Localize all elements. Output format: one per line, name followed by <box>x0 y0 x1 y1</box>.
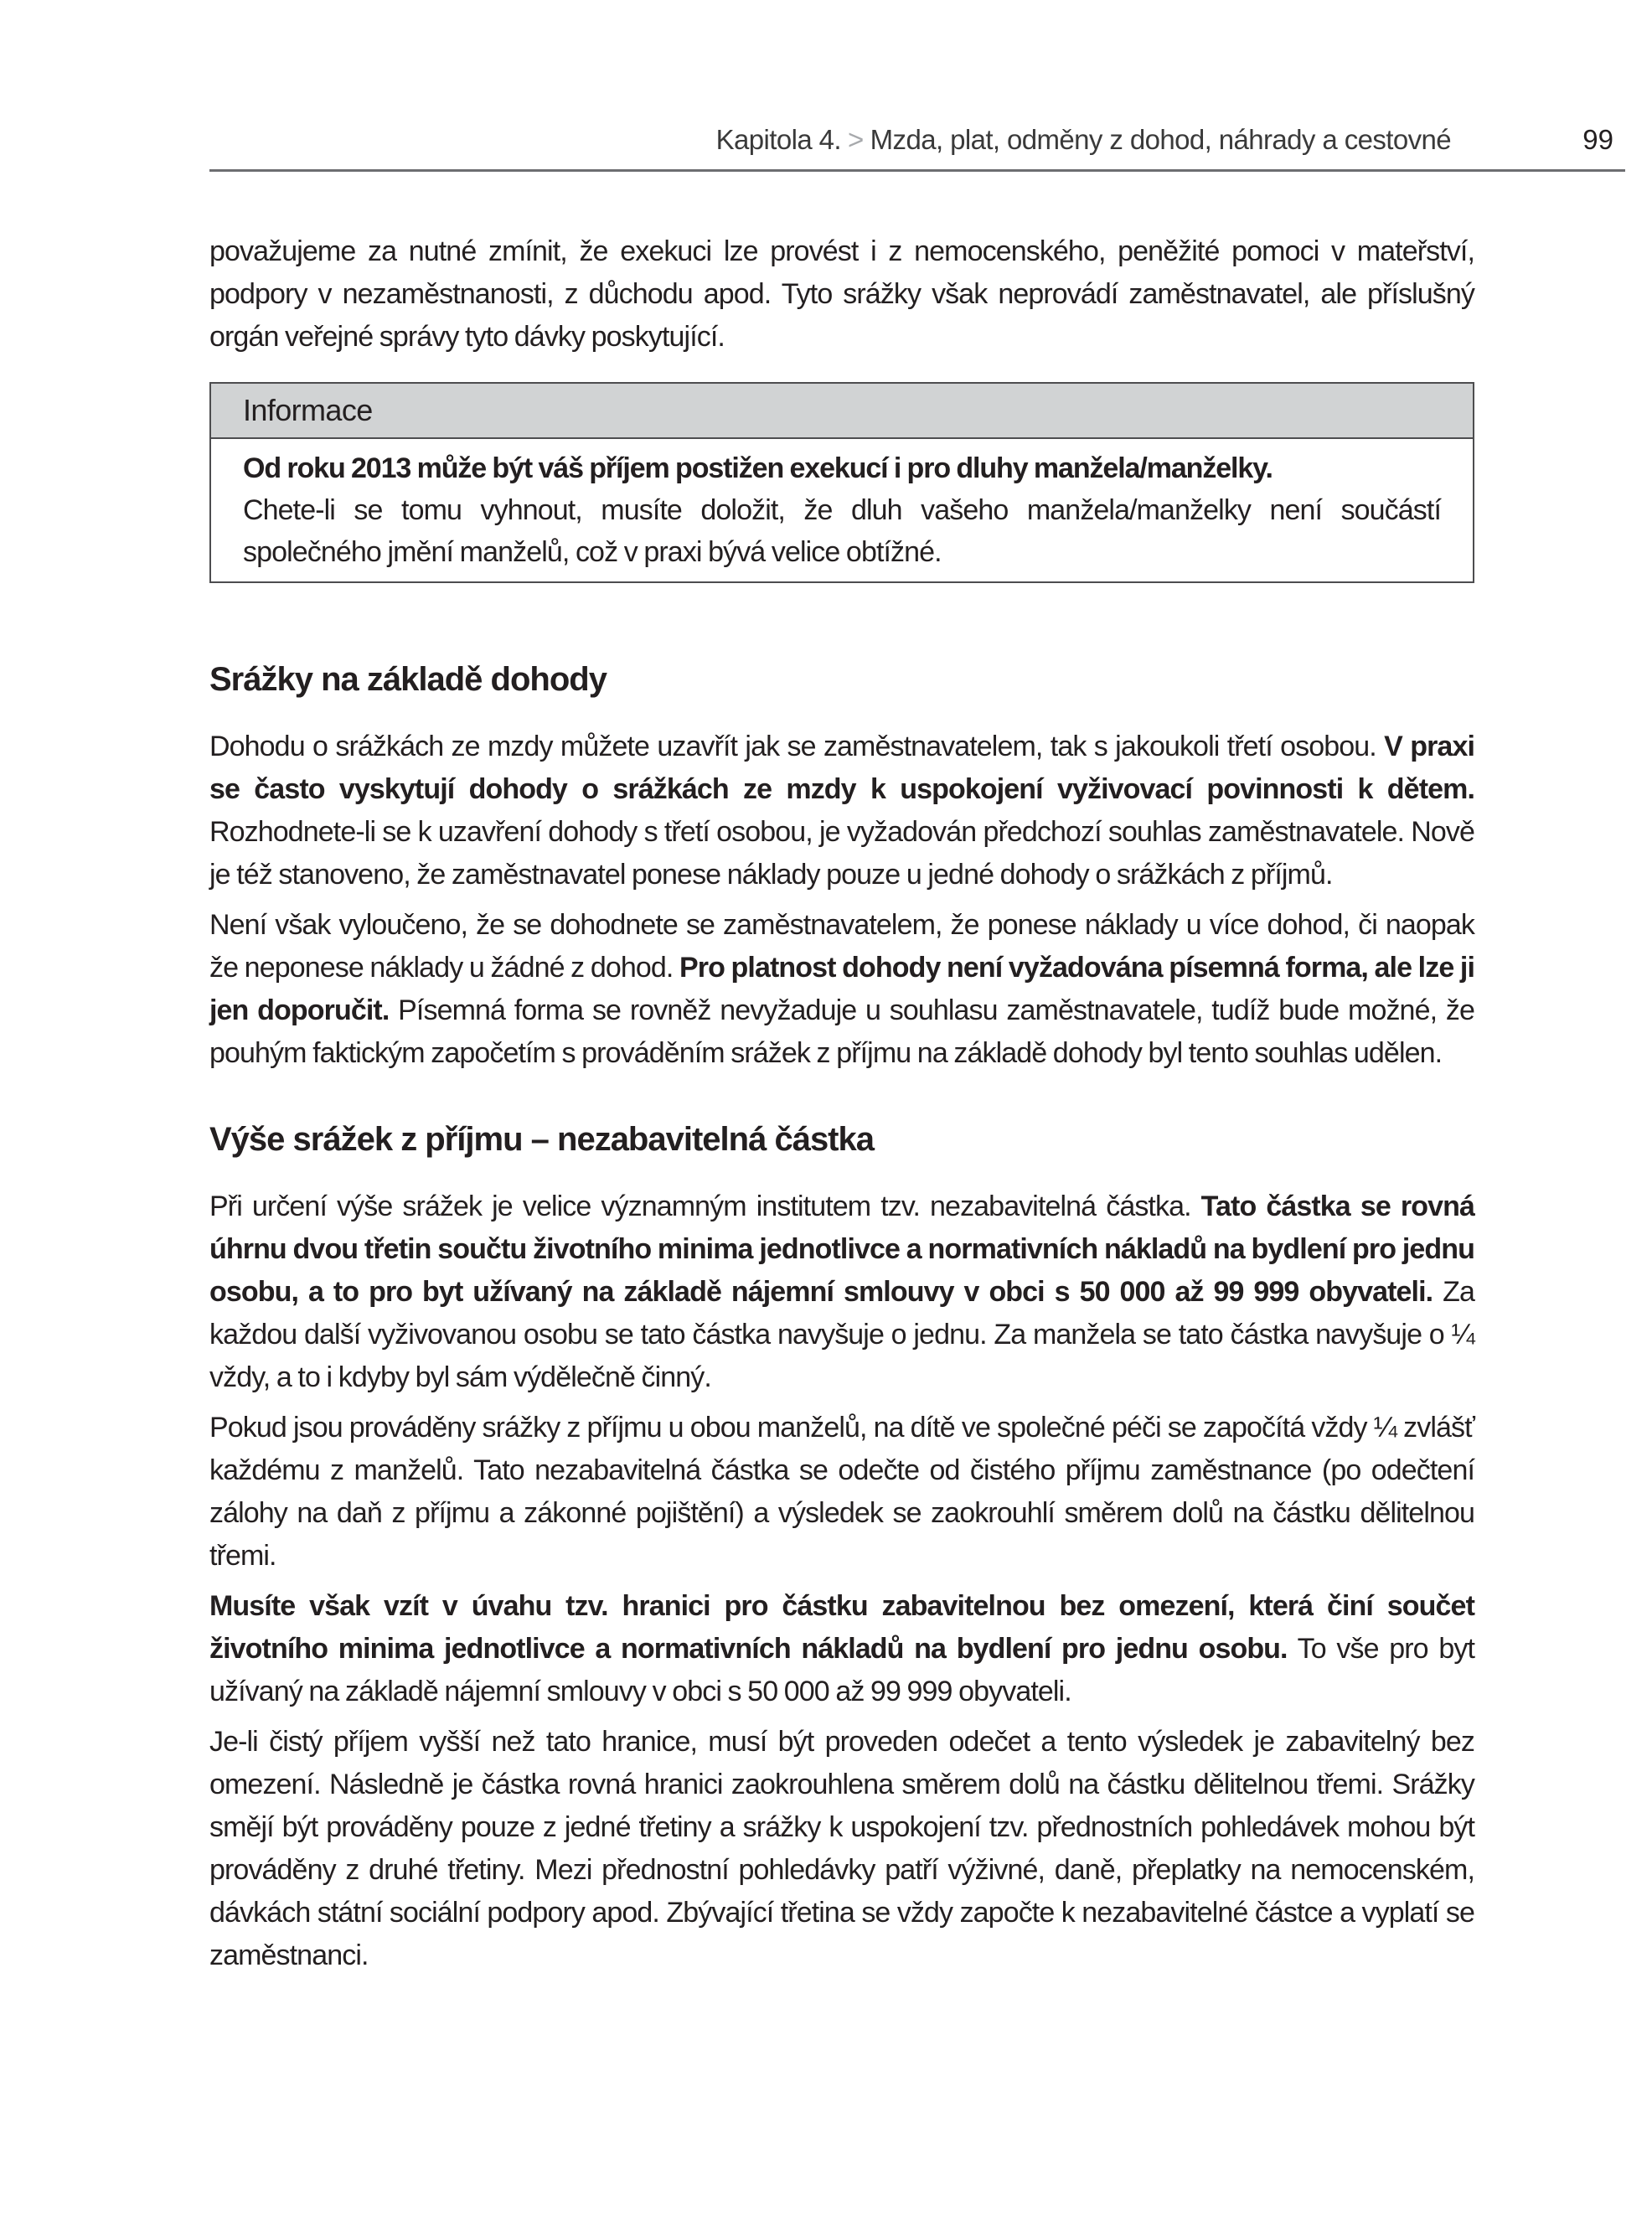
text-run: Při určení výše srážek je velice významným institutem tzv. nezabavitelná částka. <box>209 1190 1201 1222</box>
section-heading-agreement: Srážky na základě dohody <box>209 661 607 698</box>
info-box-body <box>211 439 1473 581</box>
paragraph <box>209 726 1474 896</box>
text-run: Není však vyloučeno, že se dohodnete se zaměstnavatelem, že ponese náklady u více dohod, či naopak že neponese náklady u žádné z dohod. <box>209 909 1474 984</box>
paragraph <box>209 1585 1474 1713</box>
text-run: Je-li čistý příjem vyšší než tato hranice, musí být proveden odečet a tento výsledek je zabavitelný bez omezení. Následně je částka rovná hranici zaokrouhlena směrem dolů na částku dělitelnou třemi. Srážky smějí být prováděny pouze z jedné třetiny a srážky k uspokojení tzv. přednostních pohledávek mohou být prováděny z druhé třetiny. Mezi přednostní pohledávky patří výživné, daně, přeplatky na nemocenském, dávkách státní sociální podpory apod. Zbývající třetina se vždy započte k nezabavitelné částce a vyplatí se zaměstnanci. <box>209 1726 1474 1971</box>
text-run: Rozhodnete-li se k uzavření dohody s třetí osobou, je vyžadován předchozí souhlas zaměstnavatele. Nově je též stanoveno, že zaměstnavatel ponese náklady pouze u jedné dohody o srážkách z příjmů. <box>209 816 1474 891</box>
text-run: Pokud jsou prováděny srážky z příjmu u obou manželů, na dítě ve společné péči se započítá vždy ¼ zvlášť každému z manželů. Tato nezabavitelná částka se odečte od čistého příjmu zaměstnance (po odečtení zálohy na daň z příjmu a zákonné pojištění) a výsledek se zaokrouhlí směrem dolů na částku dělitelnou třemi. <box>209 1412 1474 1572</box>
paragraph <box>209 904 1474 1075</box>
section-heading-exempt-amount: Výše srážek z příjmu – nezabavitelná částka <box>209 1121 874 1158</box>
paragraph <box>209 1721 1474 1977</box>
running-header <box>209 124 1625 171</box>
emphasized-text: Pro platnost dohody není vyžadována písemná forma, ale lze ji jen doporučit. <box>209 952 1474 1026</box>
chapter-title: Mzda, plat, odměny z dohod, náhrady a cestovné <box>870 124 1451 155</box>
section-exempt-amount-body <box>209 1185 1474 1977</box>
intro-paragraph: považujeme za nutné zmínit, že exekuci lze provést i z nemocenského, peněžité pomoci v mateřství, podpory v nezaměstnanosti, z důchodu apod. Tyto srážky však neprovádí zaměstnavatel, ale příslušný orgán veřejné správy tyto dávky poskytující. <box>209 235 1474 353</box>
emphasized-text: Musíte však vzít v úvahu tzv. hranici pro částku zabavitelnou bez omezení, která činí součet životního minima jednotlivce a normativních nákladů na bydlení pro jednu osobu. <box>209 1590 1474 1665</box>
info-box <box>209 382 1474 583</box>
paragraph <box>209 1185 1474 1399</box>
page-number: 99 <box>1582 124 1613 155</box>
text-run: Dohodu o srážkách ze mzdy můžete uzavřít jak se zaměstnavatelem, tak s jakoukoli třetí osobou. <box>209 731 1385 762</box>
info-box-text: Chete-li se tomu vyhnout, musíte doložit, že dluh vašeho manžela/manželky není součástí společného jmění manželů, což v praxi bývá velice obtížné. <box>243 494 1441 568</box>
text-run: To vše pro byt užívaný na základě nájemní smlouvy v obci s 50 000 až 99 999 obyvateli. <box>209 1633 1474 1707</box>
paragraph <box>209 1407 1474 1578</box>
header-divider <box>209 169 1625 172</box>
emphasized-text: Tato částka se rovná úhrnu dvou třetin součtu životního minima jednotlivce a normativních nákladů na bydlení pro jednu osobu, a to pro byt užívaný na základě nájemní smlouvy v obci s 50 000 až 99 999 obyvateli. <box>209 1190 1474 1308</box>
info-box-title: Informace <box>211 384 1473 439</box>
text-run: Za každou další vyživovanou osobu se tato částka navyšuje o jednu. Za manžela se tato částka navyšuje o ¼ vždy, a to i kdyby byl sám výdělečně činný. <box>209 1276 1474 1393</box>
info-box-lead: Od roku 2013 může být váš příjem postižen exekucí i pro dluhy manžela/manželky. <box>243 452 1273 484</box>
emphasized-text: V praxi se často vyskytují dohody o srážkách ze mzdy k uspokojení vyživovací povinnosti k dětem. <box>209 731 1474 805</box>
text-run: Písemná forma se rovněž nevyžaduje u souhlasu zaměstnavatele, tudíž bude možné, že pouhým faktickým započetím s prováděním srážek z příjmu na základě dohody byl tento souhlas udělen. <box>209 994 1474 1069</box>
chevron-right-icon: > <box>847 124 864 155</box>
section-agreement-body <box>209 726 1474 1075</box>
chapter-label: Kapitola 4. <box>715 124 841 155</box>
running-header-title <box>716 124 1451 156</box>
page-content <box>209 230 1474 1985</box>
